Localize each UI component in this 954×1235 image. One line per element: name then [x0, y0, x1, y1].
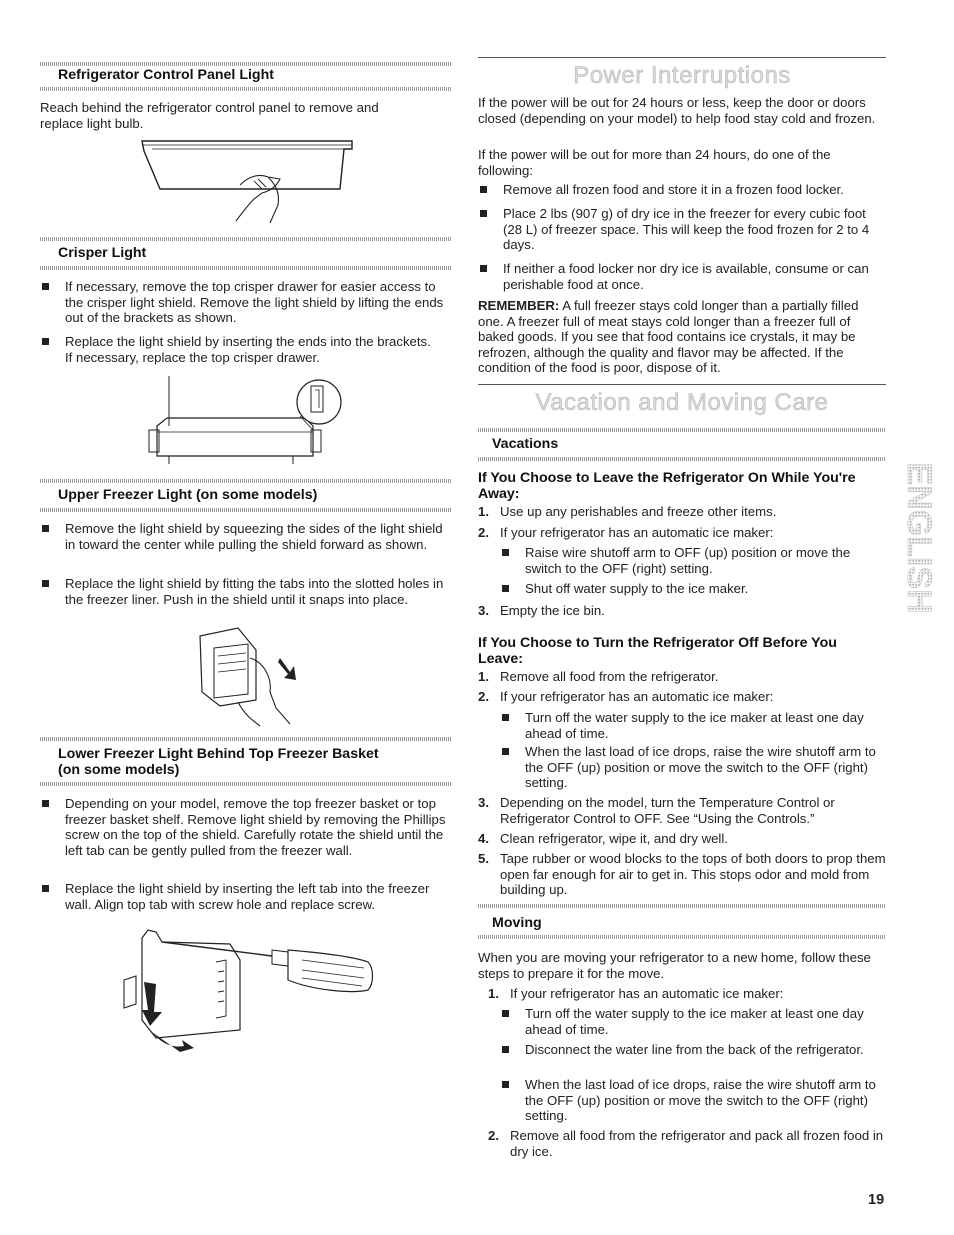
- turn-off-step: [478, 669, 886, 685]
- step-text: Tape rubber or wood blocks to the tops of both doors to prop them open far enough for air to get in. This stops odor and mold from building up.: [500, 851, 886, 898]
- leave-on-bullet: Shut off water supply to the ice maker.: [500, 581, 885, 597]
- section-rule: [40, 237, 452, 241]
- section-rule: [478, 904, 886, 908]
- power-bullet: Remove all frozen food and store it in a frozen food locker.: [478, 182, 886, 198]
- step-number: 3.: [478, 603, 489, 618]
- power-p1: If the power will be out for 24 hours or less, keep the door or doors closed (depending on your model) to help food stay cold and frozen.: [478, 95, 876, 126]
- step-text: If your refrigerator has an automatic ice maker:: [500, 689, 774, 704]
- step-number: 3.: [478, 795, 489, 810]
- moving-intro: When you are moving your refrigerator to a new home, follow these steps to prepare it for the move.: [478, 950, 871, 981]
- turn-off-step: [478, 831, 886, 847]
- moving-step: [488, 1128, 886, 1159]
- step-number: 1.: [478, 504, 489, 519]
- power-remember: [478, 298, 886, 376]
- lower-freezer-heading-line2: (on some models): [58, 762, 180, 778]
- moving-heading: Moving: [492, 915, 542, 931]
- section-rule: [478, 57, 886, 58]
- vacation-heading: Vacation and Moving Care: [535, 389, 829, 416]
- vacations-subheading: Vacations: [492, 436, 559, 452]
- turn-off-bullet: When the last load of ice drops, raise the wire shutoff arm to the OFF (up) position or move the switch to the OFF (right) setting.: [500, 744, 886, 791]
- moving-bullet: Disconnect the water line from the back of the refrigerator.: [500, 1042, 886, 1058]
- lower-freezer-heading-line1: Lower Freezer Light Behind Top Freezer Basket: [58, 746, 379, 762]
- section-rule: [478, 428, 886, 432]
- leave-on-step: [478, 603, 886, 619]
- step-text: Remove all food from the refrigerator and pack all frozen food in dry ice.: [510, 1128, 884, 1159]
- power-p2: If the power will be out for more than 24 hours, do one of the following:: [478, 147, 831, 178]
- lower-freezer-bullet: Replace the light shield by inserting the left tab into the freezer wall. Align top tab with screw hole and replace screw.: [40, 881, 452, 912]
- turn-off-heading: If You Choose to Turn the Refrigerator Off Before You Leave:: [478, 635, 837, 667]
- step-text: If your refrigerator has an automatic ice maker:: [510, 986, 784, 1001]
- turn-off-step: [478, 851, 886, 898]
- crisper-bullet: Replace the light shield by inserting the ends into the brackets. If necessary, replace the top crisper drawer.: [40, 334, 440, 365]
- step-number: 1.: [478, 669, 489, 684]
- step-number: 2.: [478, 689, 489, 704]
- section-rule: [478, 384, 886, 385]
- control-panel-illustration: [130, 133, 360, 233]
- step-number: 2.: [478, 525, 489, 540]
- lower-freezer-bullet: Depending on your model, remove the top freezer basket or top freezer basket shelf. Remove light shield by removing the Phillips screw on the top of the shield. Carefully rotate the shield until the left tab can be gently pulled from the freezer wall.: [40, 796, 452, 858]
- step-text: If your refrigerator has an automatic ice maker:: [500, 525, 774, 540]
- section-rule: [478, 457, 886, 461]
- upper-freezer-heading: Upper Freezer Light (on some models): [58, 487, 318, 503]
- section-rule: [40, 87, 452, 91]
- moving-bullet: Turn off the water supply to the ice maker at least one day ahead of time.: [500, 1006, 886, 1037]
- control-panel-text: Reach behind the refrigerator control panel to remove and replace light bulb.: [40, 100, 379, 131]
- remember-text: A full freezer stays cold longer than a partially filled one. A freezer full of meat stays cold longer than a freezer full of baked goods. If you see that food contains ice crystals, it may be refrozen, although the quality and flavor may be affected. If the condition of the food is poor, dispose of it.: [478, 298, 859, 376]
- section-rule: [40, 62, 452, 66]
- lower-freezer-heading: [58, 746, 448, 778]
- step-text: Empty the ice bin.: [500, 603, 605, 618]
- turn-off-step: [478, 689, 886, 705]
- step-number: 5.: [478, 851, 489, 866]
- crisper-heading: Crisper Light: [58, 245, 147, 261]
- side-tab-label: ENGLISH: [900, 462, 939, 614]
- lower-freezer-illustration: [112, 920, 377, 1050]
- crisper-bullet: If necessary, remove the top crisper drawer for easier access to the crisper light shield. Remove the light shield by lifting the ends out of the brackets as shown.: [40, 279, 452, 326]
- upper-freezer-bullet: Replace the light shield by fitting the tabs into the slotted holes in the freezer liner. Push in the shield until it snaps into place.: [40, 576, 452, 607]
- step-number: 1.: [488, 986, 499, 1001]
- power-bullet: If neither a food locker nor dry ice is available, consume or can perishable food at once.: [478, 261, 886, 292]
- leave-on-step: [478, 525, 886, 541]
- crisper-illustration: [145, 368, 345, 466]
- turn-off-step: [478, 795, 886, 826]
- moving-step: [488, 986, 886, 1002]
- leave-on-bullet: Raise wire shutoff arm to OFF (up) position or move the switch to the OFF (right) setting.: [500, 545, 885, 576]
- page-number: 19: [868, 1192, 885, 1208]
- upper-freezer-illustration: [190, 622, 310, 728]
- section-rule: [40, 266, 452, 270]
- power-heading: Power Interruptions: [573, 62, 791, 89]
- remember-label: REMEMBER:: [478, 298, 560, 313]
- section-rule: [478, 935, 886, 939]
- leave-on-heading: If You Choose to Leave the Refrigerator On While You're Away:: [478, 470, 856, 502]
- step-text: Remove all food from the refrigerator.: [500, 669, 719, 684]
- step-number: 2.: [488, 1128, 499, 1143]
- leave-on-step: [478, 504, 886, 520]
- step-text: Clean refrigerator, wipe it, and dry well.: [500, 831, 728, 846]
- section-rule: [40, 508, 452, 512]
- upper-freezer-bullet: Remove the light shield by squeezing the sides of the light shield in toward the center while pulling the shield forward as shown.: [40, 521, 452, 552]
- step-text: Depending on the model, turn the Temperature Control or Refrigerator Control to OFF. See “Using the Controls.”: [500, 795, 835, 826]
- moving-bullet: When the last load of ice drops, raise the wire shutoff arm to the OFF (up) position or move the switch to the OFF (right) setting.: [500, 1077, 886, 1124]
- section-rule: [40, 782, 452, 786]
- control-panel-heading: Refrigerator Control Panel Light: [58, 67, 274, 83]
- section-rule: [40, 737, 452, 741]
- section-rule: [40, 479, 452, 483]
- power-bullet: Place 2 lbs (907 g) of dry ice in the freezer for every cubic foot (28 L) of freezer space. This will keep the food frozen for 2 to 4 days.: [478, 206, 886, 253]
- english-side-tab: [900, 448, 939, 628]
- step-text: Use up any perishables and freeze other items.: [500, 504, 777, 519]
- step-number: 4.: [478, 831, 489, 846]
- turn-off-bullet: Turn off the water supply to the ice maker at least one day ahead of time.: [500, 710, 886, 741]
